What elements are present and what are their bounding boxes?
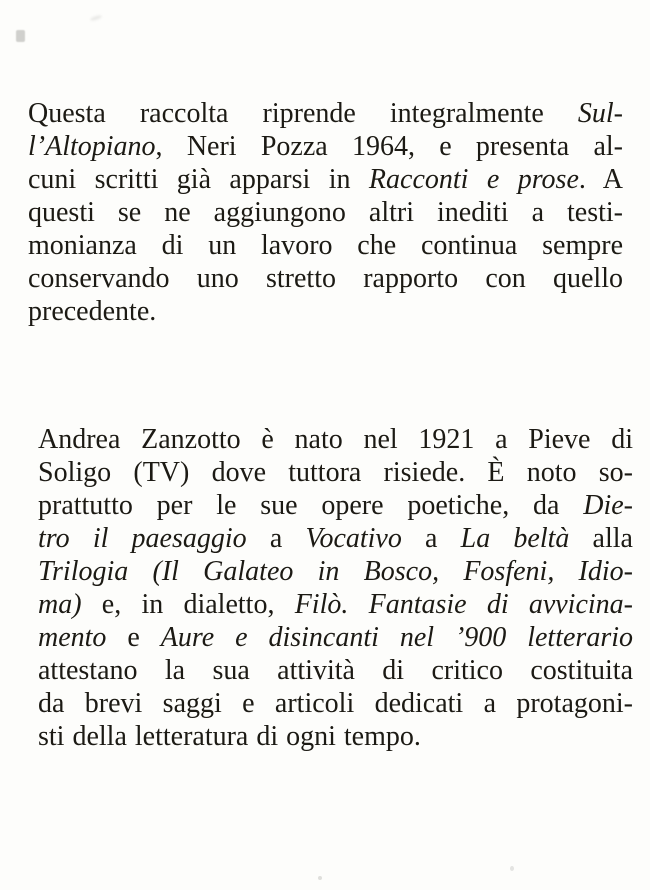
roman-text-run: Questa raccolta riprende integralmente — [28, 98, 578, 129]
italic-title-run: tro il paesaggio — [38, 523, 247, 554]
italic-title-run: Trilogia (Il Galateo in Bosco, Fosfeni, Idio- — [38, 556, 633, 587]
scan-speck — [318, 876, 322, 880]
text-line — [28, 130, 623, 163]
text-line — [38, 555, 633, 588]
italic-title-run: Aure e disincanti nel ’900 letterario — [160, 622, 633, 653]
roman-text-run: , Neri Pozza 1964, e presenta al- — [155, 131, 623, 162]
italic-title-run: ma) — [38, 589, 82, 620]
italic-title-run: l’Altopiano — [28, 131, 156, 162]
text-line — [38, 456, 633, 489]
italic-title-run: mento — [38, 622, 107, 653]
text-line — [28, 262, 623, 295]
scan-speck — [510, 866, 514, 871]
scan-speck — [90, 14, 103, 22]
text-line — [38, 720, 633, 753]
roman-text-run: Andrea Zanzotto è nato nel 1921 a Pieve di — [38, 424, 633, 455]
text-line — [38, 654, 633, 687]
italic-title-run: La beltà — [460, 523, 570, 554]
italic-title-run: Die- — [583, 490, 633, 521]
roman-text-run: monianza di un lavoro che continua sempre — [28, 230, 623, 261]
text-line — [28, 229, 623, 262]
roman-text-run: questi se ne aggiungono altri inediti a testi- — [28, 197, 623, 228]
scan-speck — [16, 30, 25, 42]
roman-text-run: cuni scritti già apparsi in — [28, 164, 369, 195]
roman-text-run: attestano la sua attività di critico costituita — [38, 655, 633, 686]
roman-text-run: prattutto per le sue opere poetiche, da — [38, 490, 584, 521]
text-line — [38, 423, 633, 456]
italic-title-run: Racconti e prose — [368, 164, 579, 195]
text-line — [28, 196, 623, 229]
italic-title-run: Filò. Fantasie di avvicina- — [294, 589, 633, 620]
paragraph-collection-note — [28, 97, 623, 328]
roman-text-run: da brevi saggi e articoli dedicati a protagoni- — [38, 688, 633, 719]
text-line — [38, 522, 633, 555]
roman-text-run: e, in dialetto, — [81, 589, 295, 620]
text-line — [38, 489, 633, 522]
paragraph-author-bio — [38, 423, 633, 753]
roman-text-run: a — [246, 523, 306, 554]
italic-title-run: Vocativo — [305, 523, 402, 554]
text-line — [38, 621, 633, 654]
roman-text-run: e — [106, 622, 161, 653]
italic-title-run: Sul- — [577, 98, 623, 129]
text-line — [28, 163, 623, 196]
text-line — [38, 687, 633, 720]
roman-text-run: a — [401, 523, 461, 554]
roman-text-run: Soligo (TV) dove tuttora risiede. È noto so- — [38, 457, 633, 488]
roman-text-run: . A — [578, 164, 623, 195]
text-line — [28, 97, 623, 130]
roman-text-run: alla — [569, 523, 633, 554]
text-line — [38, 588, 633, 621]
roman-text-run: precedente. — [28, 296, 157, 327]
roman-text-run: sti della letteratura di ogni tempo. — [38, 721, 421, 752]
roman-text-run: conservando uno stretto rapporto con quello — [28, 263, 623, 294]
text-line — [28, 295, 623, 328]
